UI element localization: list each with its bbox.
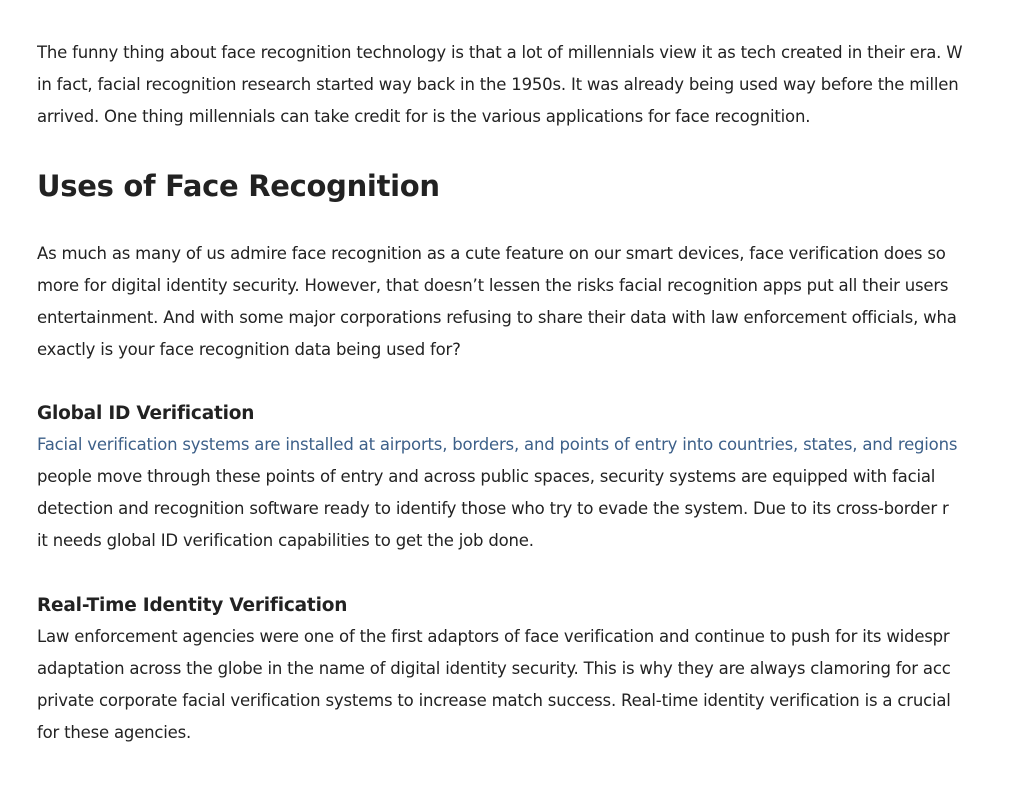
global-id-line-2: people move through these points of entry and across public spaces, security systems are equipped with facial <box>37 467 936 486</box>
realtime-line-2: adaptation across the globe in the name of digital identity security. This is why they are always clamoring for acc <box>37 659 951 678</box>
uses-heading: Uses of Face Recognition <box>37 169 440 203</box>
realtime-paragraph <box>37 621 986 749</box>
uses-line-1: As much as many of us admire face recognition as a cute feature on our smart devices, face verification does so <box>37 244 946 263</box>
global-id-heading: Global ID Verification <box>37 403 255 424</box>
uses-line-4: exactly is your face recognition data being used for? <box>37 340 461 359</box>
article-body <box>37 0 986 791</box>
global-id-line-4: it needs global ID verification capabilities to get the job done. <box>37 531 534 550</box>
global-id-line-3: detection and recognition software ready to identify those who try to evade the system. Due to its cross-border r <box>37 499 949 518</box>
realtime-heading: Real-Time Identity Verification <box>37 595 348 616</box>
uses-paragraph <box>37 238 986 366</box>
global-id-paragraph <box>37 429 986 557</box>
uses-line-3: entertainment. And with some major corporations refusing to share their data with law enforcement officials, wha <box>37 308 957 327</box>
intro-line-1: The funny thing about face recognition technology is that a lot of millennials view it as tech created in their era. W <box>37 43 963 62</box>
uses-line-2: more for digital identity security. However, that doesn’t lessen the risks facial recognition apps put all their users <box>37 276 949 295</box>
intro-paragraph <box>37 37 986 133</box>
realtime-line-4: for these agencies. <box>37 723 192 742</box>
intro-line-3: arrived. One thing millennials can take credit for is the various applications for face recognition. <box>37 107 811 126</box>
realtime-line-1: Law enforcement agencies were one of the first adaptors of face verification and continue to push for its widespr <box>37 627 950 646</box>
intro-line-2: in fact, facial recognition research started way back in the 1950s. It was already being used way before the millen <box>37 75 959 94</box>
realtime-line-3: private corporate facial verification systems to increase match success. Real-time identity verification is a crucial <box>37 691 951 710</box>
global-id-link[interactable]: Facial verification systems are installed at airports, borders, and points of entry into countries, states, and regions <box>37 435 958 454</box>
